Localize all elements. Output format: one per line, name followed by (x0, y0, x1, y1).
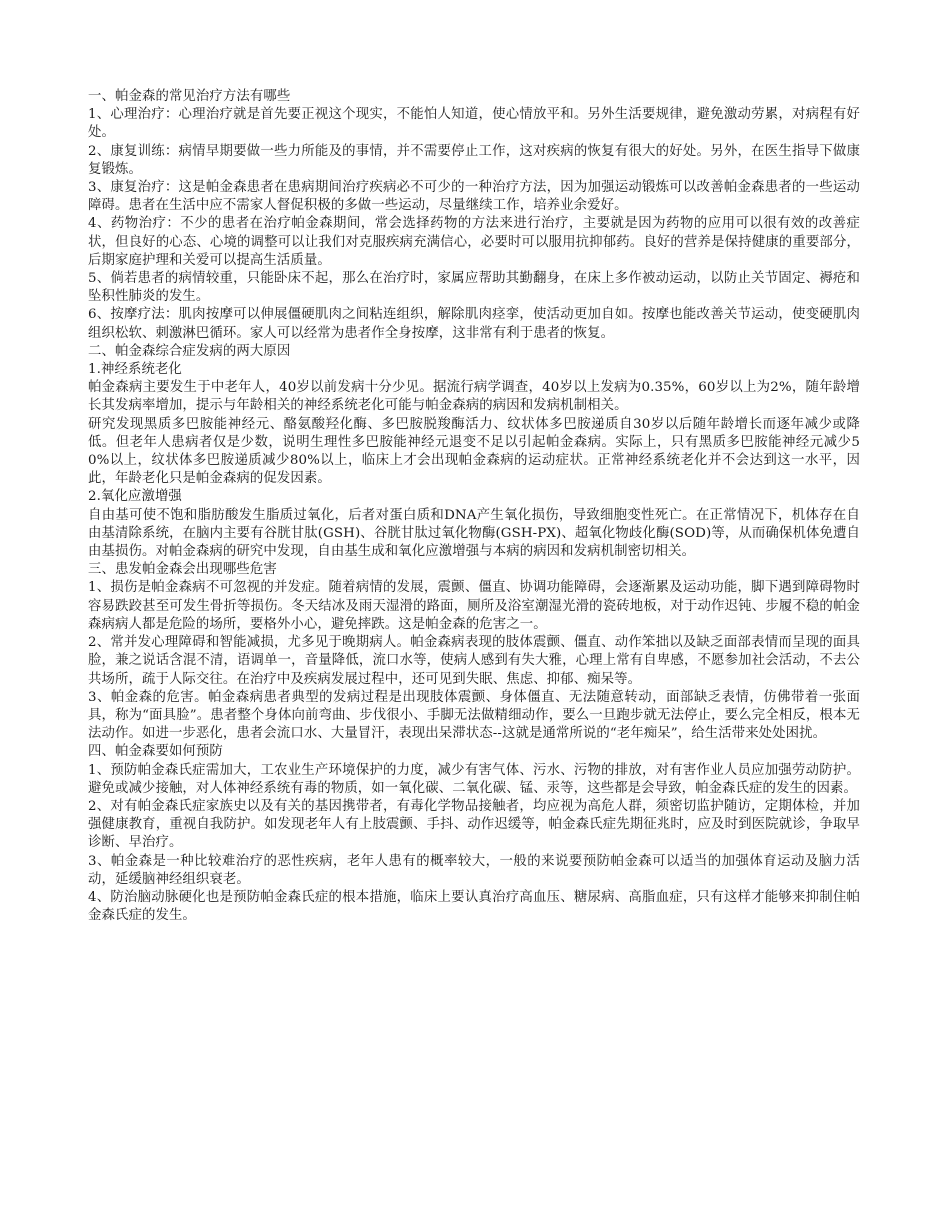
paragraph: 研究发现黑质多巴胺能神经元、酪氨酸羟化酶、多巴胺脱羧酶活力、纹状体多巴胺递质自30岁以后随年龄增长而逐年减少或降低。但老年人患病者仅是少数，说明生理性多巴胺能神经元退变不足以引起帕金森病。实际上，只有黑质多巴胺能神经元减少50%以上，纹状体多巴胺递质减少80%以上，临床上才会出现帕金森病的运动症状。正常神经系统老化并不会达到这一水平，因此，年龄老化只是帕金森病的促发因素。 (88, 416, 860, 487)
paragraph: 帕金森病主要发生于中老年人，40岁以前发病十分少见。据流行病学调查，40岁以上发病为0.35%，60岁以上为2%，随年龄增长其发病率增加，提示与年龄相关的神经系统老化可能与帕金森病的病因和发病机制相关。 (88, 380, 860, 414)
section-heading-4: 四、帕金森要如何预防 (88, 744, 223, 760)
paragraph: 3、帕金森是一种比较难治疗的恶性疾病，老年人患有的概率较大，一般的来说要预防帕金森可以适当的加强体育运动及脑力活动，延缓脑神经组织衰老。 (88, 853, 860, 887)
subheading: 1.神经系统老化 (88, 362, 182, 378)
paragraph: 4、防治脑动脉硬化也是预防帕金森氏症的根本措施，临床上要认真治疗高血压、糖尿病、高脂血症，只有这样才能够来抑制住帕金森氏症的发生。 (88, 889, 860, 924)
document-body (88, 88, 860, 925)
paragraph: 1、损伤是帕金森病不可忽视的并发症。随着病情的发展，震颤、僵直、协调功能障碍，会逐渐累及运动功能，脚下遇到障碍物时容易跌跤甚至可发生骨折等损伤。冬天结冰及雨天湿滑的路面，厕所及浴室潮湿光滑的瓷砖地板，对于动作迟钝、步履不稳的帕金森病病人都是危险的场所，要格外小心，避免摔跌。这是帕金森的危害之一。 (88, 580, 860, 632)
paragraph: 1、心理治疗：心理治疗就是首先要正视这个现实，不能怕人知道，使心情放平和。另外生活要规律，避免激动劳累，对病程有好处。 (88, 107, 860, 141)
subheading: 2.氧化应激增强 (88, 489, 182, 505)
paragraph: 4、药物治疗：不少的患者在治疗帕金森期间，常会选择药物的方法来进行治疗，主要就是因为药物的应用可以很有效的改善症状，但良好的心态、心境的调整可以让我们对克服疾病充满信心，必要时可以服用抗抑郁药。良好的营养是保持健康的重要部分，后期家庭护理和关爱可以提高生活质量。 (88, 216, 860, 268)
paragraph: 自由基可使不饱和脂肪酸发生脂质过氧化，后者对蛋白质和DNA产生氧化损伤，导致细胞变性死亡。在正常情况下，机体存在自由基清除系统，在脑内主要有谷胱甘肽(GSH)、谷胱甘肽过氧化物酶(GSH-PX)、超氧化物歧化酶(SOD)等，从而确保机体免遭自由基损伤。对帕金森病的研究中发现，自由基生成和氧化应激增强与本病的病因和发病机制密切相关。 (88, 507, 860, 560)
paragraph: 5、倘若患者的病情较重，只能卧床不起，那么在治疗时，家属应帮助其勤翻身，在床上多作被动运动，以防止关节固定、褥疮和坠积性肺炎的发生。 (88, 271, 860, 305)
paragraph: 2、常并发心理障碍和智能减损，尤多见于晚期病人。帕金森病表现的肢体震颤、僵直、动作笨拙以及缺乏面部表情而呈现的面具脸，兼之说话含混不清，语调单一，音量降低，流口水等，使病人感到有失大雅，心理上常有自卑感，不愿参加社会活动，不去公共场所，疏于人际交往。在治疗中及疾病发展过程中，还可见到失眠、焦虑、抑郁、痴呆等。 (88, 635, 860, 687)
paragraph: 2、对有帕金森氏症家族史以及有关的基因携带者，有毒化学物品接触者，均应视为高危人群，须密切监护随访，定期体检，并加强健康教育，重视自我防护。如发现老年人有上肢震颤、手抖、动作迟缓等，帕金森氏症先期征兆时，应及时到医院就诊，争取早诊断、早治疗。 (88, 798, 860, 851)
section-heading-1: 一、帕金森的常见治疗方法有哪些 (88, 89, 291, 104)
paragraph: 1、预防帕金森氏症需加大，工农业生产环境保护的力度，减少有害气体、污水、污物的排放，对有害作业人员应加强劳动防护。避免或减少接触，对人体神经系统有毒的物质，如一氧化碳、二氧化碳、锰、汞等，这些都是会导致，帕金森氏症的发生的因素。 (88, 762, 860, 796)
paragraph: 3、帕金森的危害。帕金森病患者典型的发病过程是出现肢体震颤、身体僵直、无法随意转动，面部缺乏表情，仿佛带着一张面具，称为“面具脸”。患者整个身体向前弯曲、步伐很小、手脚无法做精细动作，要么一旦跑步就无法停止，要么完全相反，根本无法动作。如进一步恶化，患者会流口水、大量冒汗，表现出呆滞状态--这就是通常所说的“老年痴呆”，给生活带来处处困扰。 (88, 689, 860, 742)
paragraph: 6、按摩疗法：肌肉按摩可以伸展僵硬肌肉之间粘连组织，解除肌肉痉挛，使活动更加自如。按摩也能改善关节运动，使变硬肌肉组织松软、刺激淋巴循环。家人可以经常为患者作全身按摩，这非常有利于患者的恢复。 (88, 307, 860, 341)
section-heading-2: 二、帕金森综合症发病的两大原因 (88, 343, 291, 359)
section-heading-3: 三、患发帕金森会出现哪些危害 (88, 562, 277, 578)
paragraph: 3、康复治疗：这是帕金森患者在患病期间治疗疾病必不可少的一种治疗方法，因为加强运动锻炼可以改善帕金森患者的一些运动障碍。患者在生活中应不需家人督促积极的多做一些运动，尽量继续工作，培养业余爱好。 (88, 180, 860, 214)
paragraph: 2、康复训练：病情早期要做一些力所能及的事情，并不需要停止工作，这对疾病的恢复有很大的好处。另外，在医生指导下做康复锻炼。 (88, 143, 860, 177)
